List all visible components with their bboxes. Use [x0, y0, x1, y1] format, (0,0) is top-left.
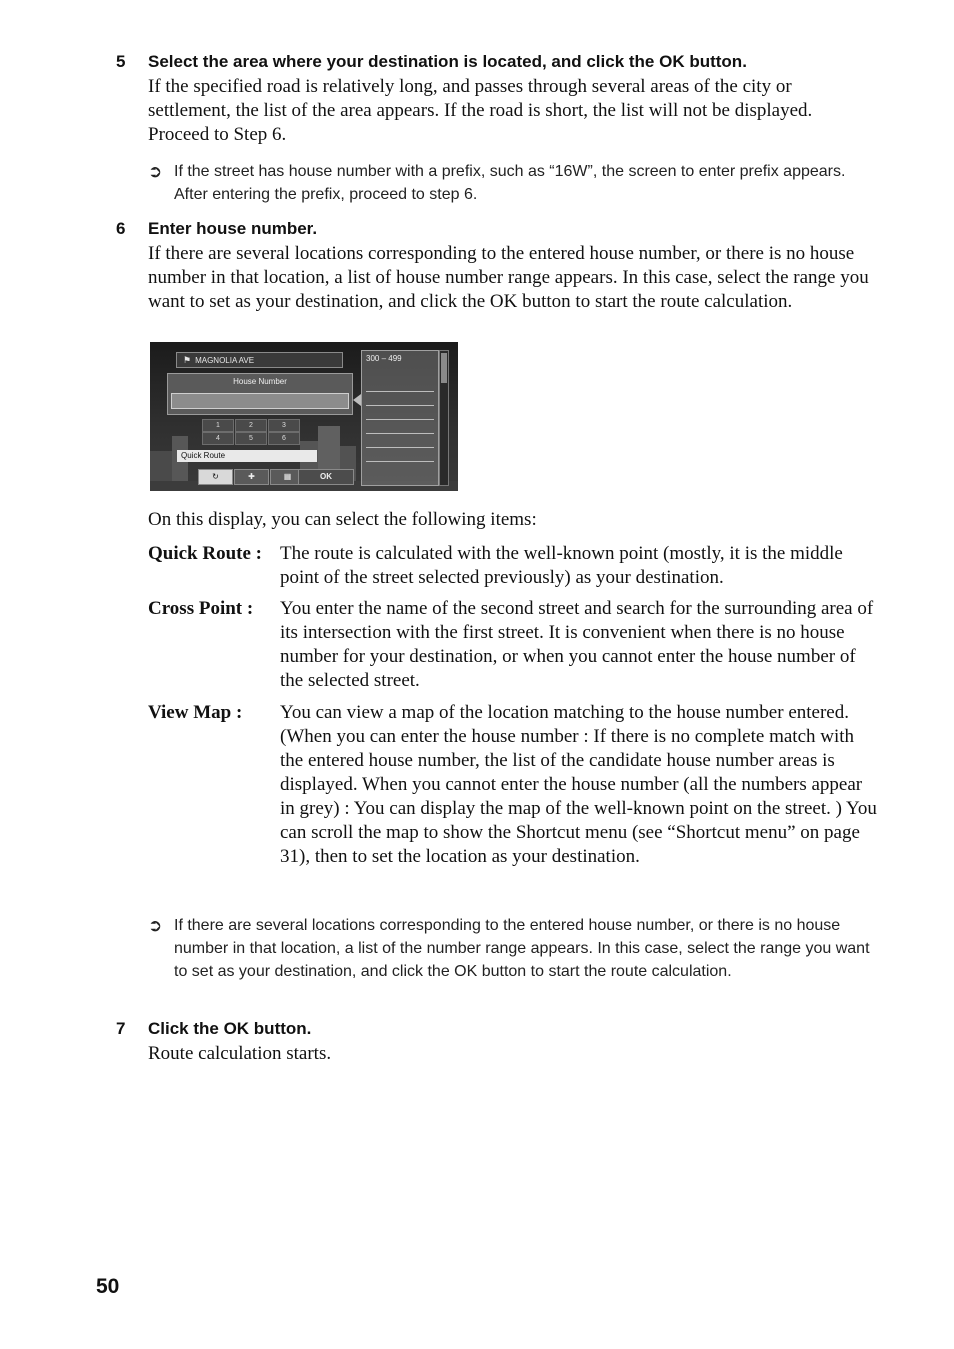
intro-text: On this display, you can select the following items:	[148, 509, 537, 530]
item-view-map	[148, 701, 878, 869]
item-description: You enter the name of the second street and search for the surrounding area of its intersection with the first street. It is convenient when there is no house number for your destination, or when you cannot enter the house number of the selected street.	[280, 598, 874, 691]
street-name-bar	[176, 352, 343, 368]
step-6-note	[148, 914, 873, 983]
key-4[interactable]: 4	[202, 432, 234, 445]
quick-route-tooltip: Quick Route	[177, 450, 317, 462]
quick-route-button[interactable]	[198, 469, 233, 485]
note-text: If the street has house number with a prefix, such as “16W”, the screen to enter prefix appears. After entering the prefix, proceed to step 6.	[174, 163, 846, 203]
list-divider	[366, 461, 434, 462]
house-number-range-list	[361, 350, 439, 486]
key-6[interactable]: 6	[268, 432, 300, 445]
scroll-thumb[interactable]	[441, 353, 447, 383]
street-icon: ⚑	[183, 355, 192, 365]
item-label: Cross Point :	[148, 598, 254, 619]
list-divider	[366, 447, 434, 448]
page-number: 50	[96, 1275, 120, 1298]
key-3[interactable]: 3	[268, 419, 300, 432]
key-5[interactable]: 5	[235, 432, 267, 445]
list-divider	[366, 433, 434, 434]
step-7-body: Route calculation starts.	[148, 1043, 332, 1064]
house-number-panel	[167, 373, 353, 415]
step-title: Click the OK button.	[148, 1019, 312, 1038]
item-label: View Map :	[148, 702, 243, 723]
item-label: Quick Route :	[148, 543, 262, 564]
step-title: Select the area where your destination is located, and click the OK button.	[148, 52, 747, 71]
house-number-input[interactable]	[171, 393, 349, 409]
item-description: The route is calculated with the well-known point (mostly, it is the middle point of the street selected previously) as your destination.	[280, 543, 843, 588]
item-description: You can view a map of the location matching to the house number entered. (When you can enter the house number : If there is no complete match with the entered house number, the list of the candidate house number areas is displayed. When you cannot enter the house number (all the numbers appear in grey) : You can display the map of the well-known point on the street. ) You can scroll the map to show the Shortcut menu (see “Shortcut menu” on page 31), then to set the location as your destination.	[280, 702, 877, 867]
list-scrollbar[interactable]	[439, 350, 449, 486]
key-1[interactable]: 1	[202, 419, 234, 432]
note-arrow-icon: ➲	[148, 162, 163, 181]
item-cross-point	[148, 597, 878, 693]
step-number: 7	[116, 1019, 126, 1038]
step-5-note	[148, 160, 873, 206]
list-divider	[366, 391, 434, 392]
number-keypad	[202, 419, 300, 451]
step-number: 5	[116, 52, 126, 71]
street-name: MAGNOLIA AVE	[195, 356, 255, 365]
list-divider	[366, 419, 434, 420]
house-number-title: House Number	[233, 377, 287, 386]
list-divider	[366, 405, 434, 406]
note-text: If there are several locations corresponding to the entered house number, or there is no house number in that location, a list of the number range appears. In this case, select the range you want to set as your destination, and click the OK button to start the route calculation.	[174, 917, 870, 980]
key-2[interactable]: 2	[235, 419, 267, 432]
item-quick-route	[148, 542, 878, 590]
note-arrow-icon: ➲	[148, 916, 163, 935]
ok-button[interactable]: OK	[298, 469, 354, 485]
step-title: Enter house number.	[148, 219, 318, 238]
cross-point-icon: ✚	[248, 472, 255, 481]
map-icon: ▦	[283, 472, 292, 481]
list-item[interactable]: 300 – 499	[366, 354, 402, 363]
step-6-body: If there are several locations corresponding to the entered house number, or there is no house number in that location, a list of house number range appears. In this case, select the range you want to set as your destination, and click the OK button to start the route calculation.	[148, 243, 869, 312]
step-number: 6	[116, 219, 126, 238]
quick-route-icon: ↻	[212, 472, 219, 481]
house-number-screen	[150, 342, 458, 491]
pointer-arrow-icon	[353, 394, 361, 406]
cross-point-button[interactable]	[234, 469, 269, 485]
step-5-body: If the specified road is relatively long, and passes through several areas of the city or settlement, the list of the area appears. If the road is short, the list will not be displayed. Proceed to Step 6.	[148, 76, 813, 145]
